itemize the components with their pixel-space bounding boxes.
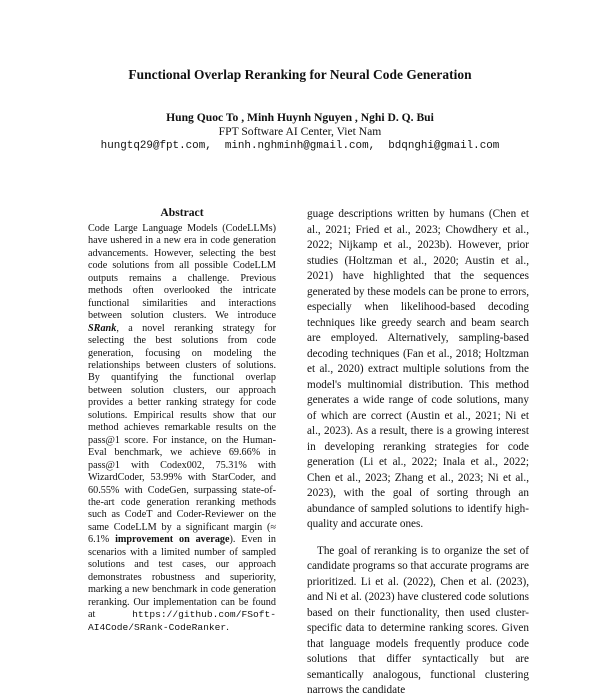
paper-title: Functional Overlap Reranking for Neural Code Generation <box>128 67 472 82</box>
abstract-emphasis: improvement on average <box>115 534 230 546</box>
affiliation: FPT Software AI Center, Viet Nam <box>218 125 382 138</box>
author-emails: hungtq29@fpt.com, minh.nghminh@gmail.com, bdqnghi@gmail.com <box>100 140 500 152</box>
method-name: SRank <box>88 322 117 334</box>
abstract-text-part1: Code Large Language Models (CodeLLMs) have ushered in a new era in code generation advancements. However, selecting the best code solutions from all possible CodeLLM outputs remains a challenge. Previous methods often overlooked the intricate functional similarities and interactions between solution clusters. We introduce <box>88 223 276 322</box>
abstract-text-part2: , a novel reranking strategy for selecting the best solutions from code generation, focusing on modeling the relationships between clusters of solutions. By quantifying the functional overlap between solution clusters, our approach provides a better ranking strategy for code solutions. Empirical results show that our method achieves remarkable results on the pass@1 score. For instance, on the Human-Eval benchmark, we achieve 69.66% in pass@1 with Codex002, 75.31% with WizardCoder, 53.99% with StarCoder, and 60.55% with CodeGen, surpassing state-of-the-art code generation reranking methods such as CodeT and Coder-Reviewer on the same CodeLLM by a significant margin (≈ 6.1% <box>88 322 276 546</box>
intro-column <box>307 207 529 699</box>
code-repo-link[interactable]: https://github.com/FSoft-AI4Code/SRank-CodeRanker <box>88 609 276 633</box>
abstract-heading: Abstract <box>160 206 204 219</box>
author-list: Hung Quoc To , Minh Huynh Nguyen , Nghi D. Q. Bui <box>166 111 434 124</box>
abstract-text-part4: . <box>226 621 229 633</box>
intro-paragraph-2: The goal of reranking is to organize the set of candidate programs so that accurate programs are prioritized. Li et al. (2022), Chen et al. (2023), and Ni et al. (2023) have clustered code solutions based on their functionality, then used cluster-specific data to determine ranking scores. Given that language models frequently produce code solutions that differ syntactically but are semantically analogous, functional clustering narrows the candidate <box>307 544 529 696</box>
abstract-text <box>88 223 276 634</box>
abstract-text-part3: ). Even in scenarios with a limited number of sampled solutions and test cases, our approach demonstrates robustness and superiority, marking a new benchmark in code generation reranking. Our implementation can be found at <box>88 534 276 621</box>
intro-paragraph-1: guage descriptions written by humans (Chen et al., 2021; Fried et al., 2023; Chowdhery et al., 2022; Nijkamp et al., 2023b). However, prior studies (Holtzman et al., 2020; Austin et al., 2021) have highlighted that the sequences generated by these models can be prone to errors, especially when likelihood-based decoding techniques like greedy search and beam search are employed. Alternatively, sampling-based decoding techniques (Fan et al., 2018; Holtzman et al., 2020) extract multiple solutions from the model's multinomial distribution. This method generates a wide range of code solutions, many of which are correct (Austin et al., 2021; Ni et al., 2023). As a result, there is a growing interest in developing reranking strategies for code generation (Li et al., 2022; Inala et al., 2022; Chen et al., 2023; Zhang et al., 2023; Ni et al., 2023), with the goal of sorting through an abundance of sampled solutions to identify high-quality and accurate ones. <box>307 208 529 530</box>
